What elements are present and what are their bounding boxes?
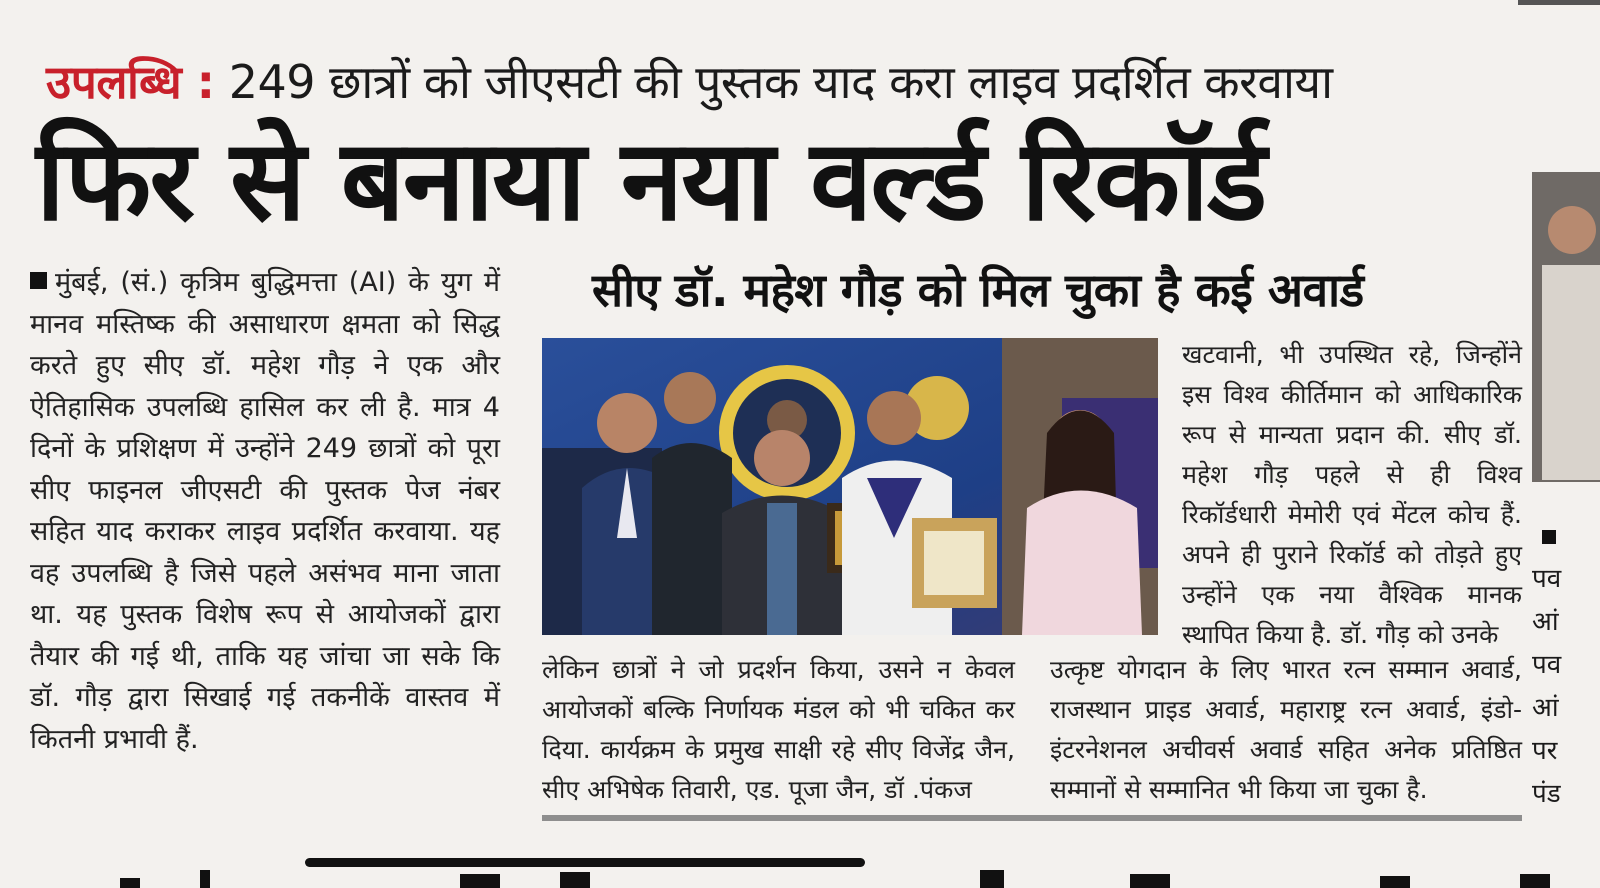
headline: फिर से बनाया नया वर्ल्ड रिकॉर्ड (36, 116, 1266, 246)
article-bottom-rule (542, 815, 1522, 821)
next-headline-cropped (0, 868, 1600, 888)
event-photo (542, 338, 1158, 635)
fragment: पर (1532, 736, 1558, 766)
fragment: पव (1532, 650, 1562, 680)
bottom-middle-text: लेकिन छात्रों ने जो प्रदर्शन किया, उसने न केवल आयोजकों बल्कि निर्णायक मंडल को भी चकित कर दिया. कार्यक्रम के प्रमुख साक्षी रहे सीए विजेंद्र जैन, सीए अभिषेक तिवारी, एड. पूजा जैन, डॉ .पंकज (542, 655, 1015, 804)
bullet-square-icon (30, 272, 47, 289)
left-column (30, 262, 500, 760)
left-column-text: मुंबई, (सं.) कृत्रिम बुद्धिमत्ता (AI) के युग में मानव मस्तिष्क की असाधारण क्षमता को सिद्ध करते हुए सीए डॉ. महेश गौड़ ने एक और ऐतिहासिक उपलब्धि हासिल कर ली है. मात्र 4 दिनों के प्रशिक्षण में उन्होंने 249 छात्रों को पूरा सीए फाइनल जीएसटी की पुस्तक पेज नंबर सहित याद कराकर लाइव प्रदर्शित करवाया. यह वह उपलब्धि है जिसे पहले असंभव माना जाता था. यह पुस्तक विशेष रूप से आयोजकों द्वारा तैयार की गई थी, ताकि यह जांचा जा सके कि डॉ. गौड़ द्वारा सिखाई गई तकनीकें वास्तव में कितनी प्रभावी हैं. (30, 267, 500, 755)
bottom-right-text: उत्कृष्ट योगदान के लिए भारत रत्न सम्मान अवार्ड, राजस्थान प्राइड अवार्ड, महाराष्ट्र रत्न अवार्ड, इंडो-इंटरनेशनल अचीवर्स अवार्ड सहित अनेक प्रतिष्ठित सम्मानों से सम्मानित भी किया जा चुका है. (1050, 655, 1522, 804)
right-column-text: खटवानी, भी उपस्थित रहे, जिन्होंने इस विश्व कीर्तिमान को आधिकारिक रूप से मान्यता प्रदान की. सीए डॉ. महेश गौड़ पहले से ही विश्व रिकॉर्डधारी मेमोरी एवं मेंटल कोच हैं. अपने ही पुराने रिकॉर्ड को तोड़ते हुए उन्होंने एक नया वैश्विक मानक स्थापित किया है. डॉ. गौड़ को उनके (1182, 340, 1522, 649)
fragment: पंड (1532, 779, 1561, 809)
kicker-tag: उपलब्धि : (46, 55, 215, 109)
fragment: पव (1532, 564, 1562, 594)
right-column (1182, 335, 1522, 655)
adjacent-article-strip (1532, 0, 1600, 888)
fragment: आं (1532, 693, 1559, 723)
bottom-middle-column (542, 650, 1015, 810)
bottom-right-column (1050, 650, 1522, 810)
kicker-line (46, 50, 1333, 112)
subheadline: सीए डॉ. महेश गौड़ को मिल चुका है कई अवार्ड (592, 263, 1364, 317)
kicker-text: 249 छात्रों को जीएसटी की पुस्तक याद करा लाइव प्रदर्शित करवाया (228, 55, 1333, 109)
fragment: आं (1532, 607, 1559, 637)
adjacent-fragments (1532, 558, 1561, 816)
scroll-indicator-bar (305, 858, 865, 867)
